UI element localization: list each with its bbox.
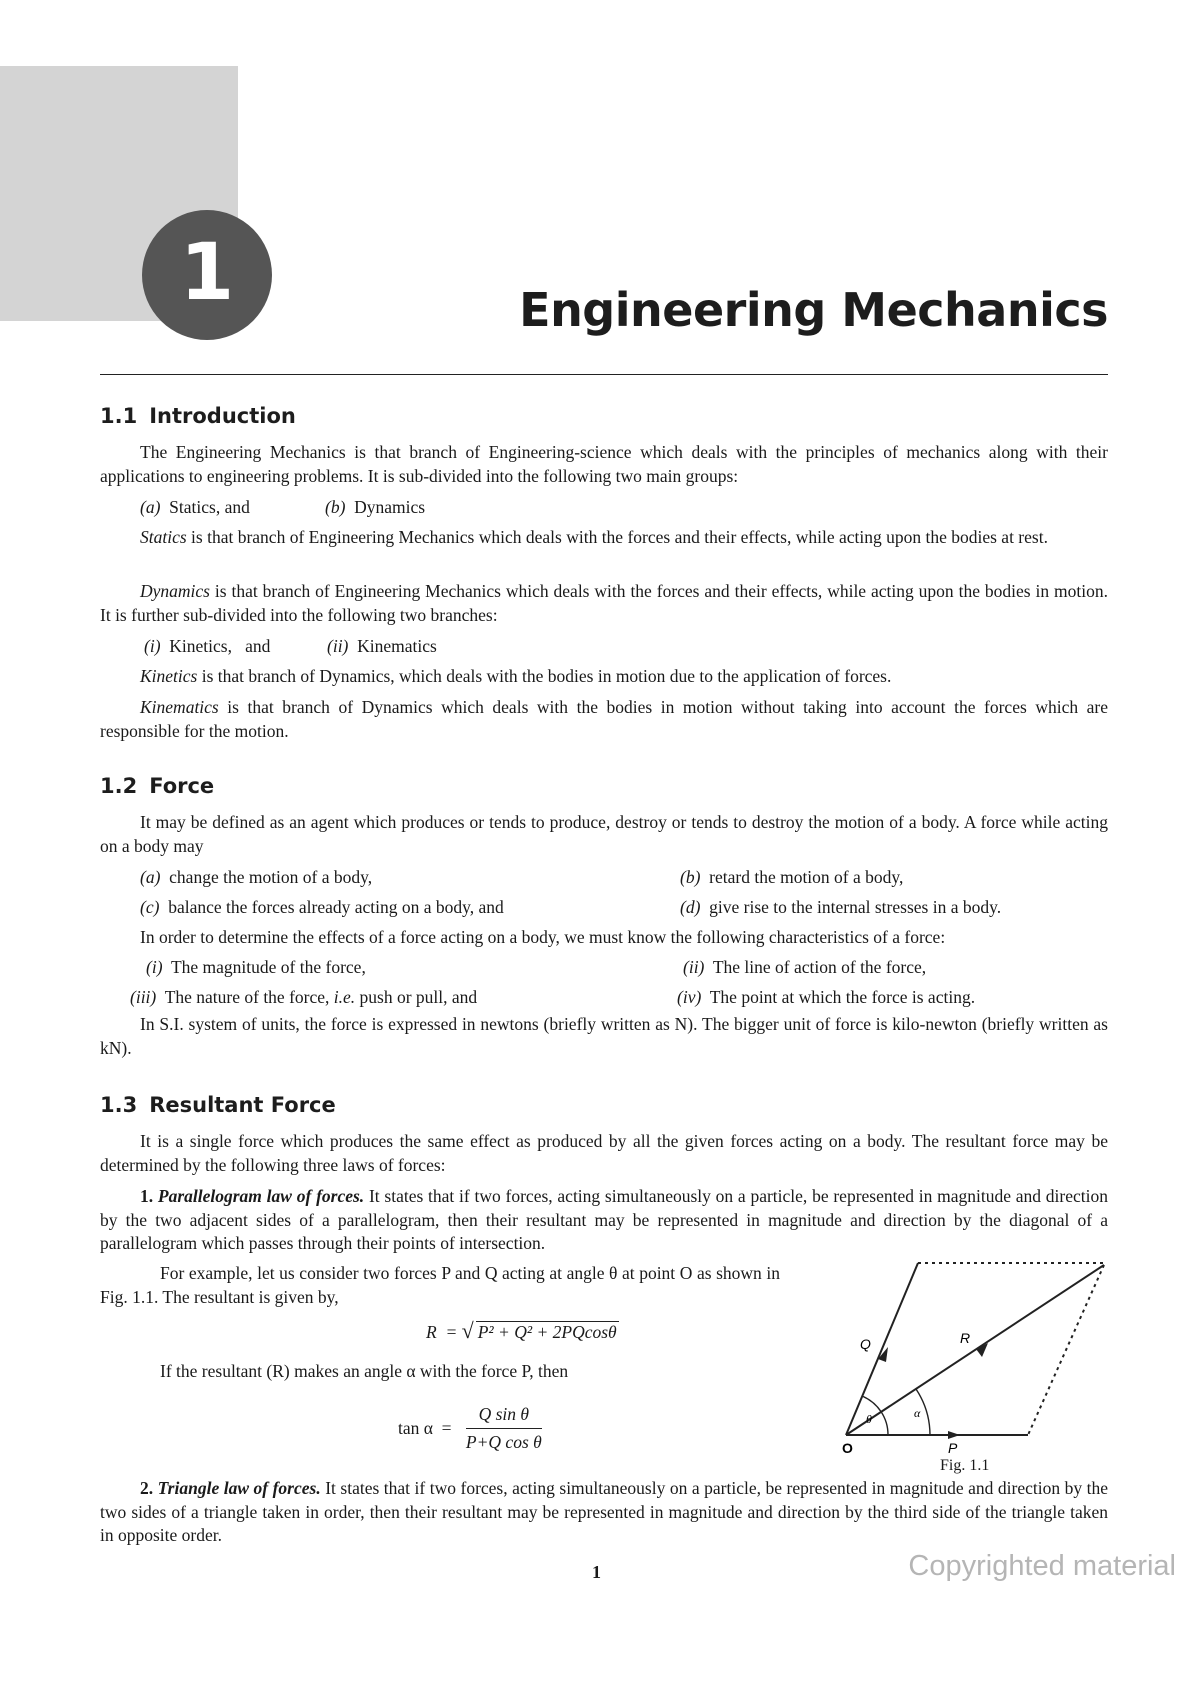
section-number: 1.2 (100, 774, 138, 798)
example-paragraph: For example, let us consider two forces P and Q acting at angle θ at point O as shown in Fig. 1.1. The resultant is given by, (100, 1263, 780, 1307)
group-list-item (325, 496, 425, 520)
law-term: Parallelogram law of forces. (157, 1186, 365, 1206)
resultant-formula (426, 1318, 619, 1344)
figure-caption: Fig. 1.1 (940, 1457, 990, 1474)
effect-list-item (680, 866, 903, 890)
definition-text: is that branch of Engineering Mechanics which deals with the forces and their effects, while acting upon the bodies in motion. It is further sub-divided into the following two branches: (100, 581, 1108, 625)
list-label: (i) (144, 636, 161, 656)
section-title: Force (149, 774, 215, 798)
r-label: R (960, 1330, 971, 1346)
group-list-item (140, 496, 250, 520)
parallelogram-law-paragraph (100, 1185, 1108, 1256)
force-q-side (846, 1263, 918, 1435)
characteristic-list-item (130, 986, 477, 1010)
parallelogram-diagram (836, 1255, 1116, 1455)
angle-statement: If the resultant (R) makes an angle α with the force P, then (160, 1361, 569, 1381)
p-arrow-icon (948, 1431, 960, 1439)
alpha-label: α (914, 1406, 921, 1420)
list-text: The magnitude of the force, (170, 957, 366, 977)
list-text: push or pull, and (355, 987, 478, 1007)
list-label: (b) (680, 867, 701, 887)
list-label: (b) (325, 497, 346, 517)
theta-label: θ (866, 1412, 872, 1426)
section-heading-force (100, 774, 214, 798)
ie-abbrev: i.e. (333, 987, 356, 1007)
definition-text: is that branch of Dynamics, which deals with the bodies in motion due to the application of forces. (197, 666, 892, 686)
term: Kinetics (140, 666, 198, 686)
list-text: Kinematics (357, 636, 437, 656)
list-text: balance the forces already acting on a body, and (168, 897, 504, 917)
q-label: Q (860, 1336, 871, 1352)
resultant-definition-paragraph: It is a single force which produces the same effect as produced by all the given forces acting on a body. The resultant force may be determined by the following three laws of forces: (100, 1131, 1108, 1175)
copyright-watermark: Copyrighted material (908, 1550, 1176, 1582)
title-divider (100, 374, 1108, 375)
definition-text: is that branch of Engineering Mechanics which deals with the forces and their effects, while acting upon the bodies at rest. (186, 527, 1048, 547)
formula-radicand: P² + Q² + 2PQcosθ (477, 1322, 617, 1342)
section-title: Introduction (149, 404, 296, 428)
section-title: Resultant Force (149, 1093, 336, 1117)
law-text: It states that if two forces, acting simultaneously on a particle, be represented in magnitude and direction by the two sides of a triangle taken in order, then their resultant may be represented in magnitude and direction by the third side of the triangle taken in opposite order. (100, 1478, 1109, 1545)
list-text: change the motion of a body, (169, 867, 373, 887)
formula-lhs: R = (426, 1322, 458, 1342)
list-label: (a) (140, 497, 161, 517)
page-number: 1 (592, 1562, 601, 1582)
section-number: 1.3 (100, 1093, 138, 1117)
fraction-denominator: P+Q cos θ (465, 1432, 542, 1452)
chapter-number-badge: 1 (142, 210, 272, 340)
law-number: 2. (140, 1478, 154, 1498)
list-text: Statics, and (169, 497, 250, 517)
characteristic-list-item (677, 986, 975, 1010)
intro-paragraph: The Engineering Mechanics is that branch of Engineering-science which deals with the principles of mechanics along with their applications to engineering problems. It is sub-divided into the following two main groups: (100, 442, 1108, 486)
section-number: 1.1 (100, 404, 138, 428)
fraction (466, 1404, 542, 1453)
fraction-numerator: Q sin θ (466, 1404, 542, 1429)
list-label: (ii) (327, 636, 349, 656)
list-text: Kinetics, and (169, 636, 271, 656)
list-text: The nature of the force, (164, 987, 334, 1007)
statics-definition (100, 526, 1108, 550)
effect-list-item (140, 896, 504, 920)
kinetics-definition (100, 665, 1108, 689)
formula-lhs: tan α = (398, 1418, 452, 1438)
section-heading-resultant-force (100, 1093, 336, 1117)
si-units-paragraph: In S.I. system of units, the force is expressed in newtons (briefly written as N). The bigger unit of force is kilo-newton (briefly written as kN). (100, 1014, 1108, 1058)
term: Statics (140, 527, 187, 547)
tan-alpha-formula (398, 1404, 542, 1453)
list-text: The line of action of the force, (712, 957, 927, 977)
section-heading-introduction (100, 404, 296, 428)
list-label: (ii) (683, 957, 705, 977)
law-number: 1. (140, 1186, 154, 1206)
dynamics-definition (100, 580, 1108, 627)
parallelogram-figure (836, 1255, 1116, 1460)
force-definition-paragraph: It may be defined as an agent which produces or tends to produce, destroy or tends to destroy the motion of a body. A force while acting on a body may (100, 812, 1108, 856)
branch-list-item (144, 635, 270, 659)
characteristic-list-item (683, 956, 926, 980)
list-label: (c) (140, 897, 160, 917)
definition-text: is that branch of Dynamics which deals with the bodies in motion without taking into account the forces which are responsible for the motion. (100, 697, 1108, 741)
list-label: (iii) (130, 987, 157, 1007)
term: Kinematics (140, 697, 219, 717)
origin-label: O (842, 1440, 853, 1455)
characteristics-intro: In order to determine the effects of a force acting on a body, we must know the following characteristics of a force: (140, 927, 946, 947)
list-text: retard the motion of a body, (709, 867, 904, 887)
effect-list-item (140, 866, 372, 890)
law-text: It states that if two forces, acting simultaneously on a particle, be represented in magnitude and direction by the two adjacent sides of a parallelogram, then their resultant may be represented in magnitude and direction by the diagonal of a parallelogram which passes through their points of intersection. (100, 1186, 1108, 1253)
kinematics-definition (100, 696, 1108, 743)
p-label: P (948, 1440, 958, 1455)
law-term: Triangle law of forces. (157, 1478, 321, 1498)
triangle-law-paragraph (100, 1477, 1108, 1548)
branch-list-item (327, 635, 437, 659)
list-text: The point at which the force is acting. (709, 987, 976, 1007)
list-label: (i) (146, 957, 163, 977)
effect-list-item (680, 896, 1001, 920)
term: Dynamics (140, 581, 210, 601)
list-label: (iv) (677, 987, 702, 1007)
sqrt-symbol: √ (461, 1318, 474, 1343)
list-label: (a) (140, 867, 161, 887)
list-text: Dynamics (354, 497, 426, 517)
chapter-title: Engineering Mechanics (519, 283, 1108, 337)
list-text: give rise to the internal stresses in a body. (709, 897, 1002, 917)
list-label: (d) (680, 897, 701, 917)
characteristic-list-item (146, 956, 366, 980)
